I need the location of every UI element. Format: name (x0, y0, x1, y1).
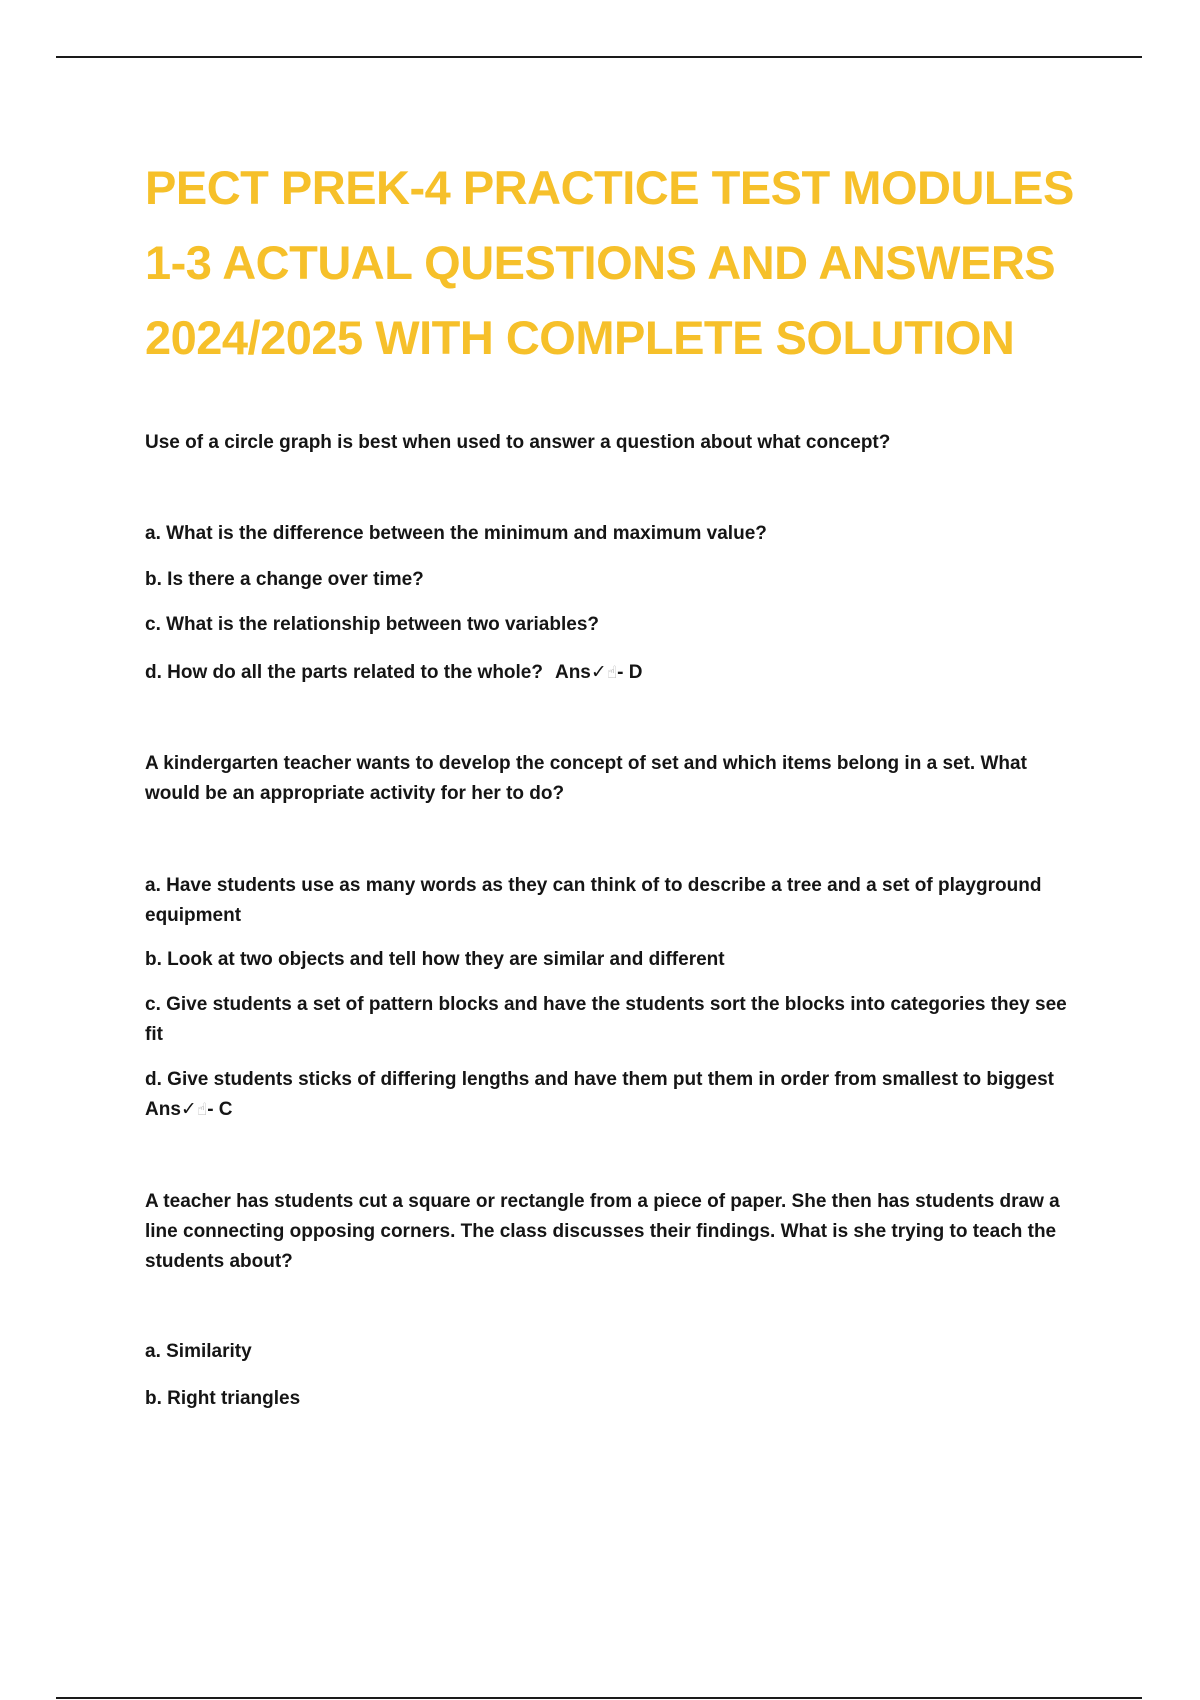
question-1-option-d-row (145, 658, 1080, 688)
pointing-hand-icon: ☝ (196, 1100, 208, 1119)
question-2-option-d-row (145, 1065, 1080, 1125)
question-3-option-a: a. Similarity (145, 1341, 252, 1362)
question-2-option-b: b. Look at two objects and tell how they are similar and different (145, 949, 725, 970)
answer-value: - C (207, 1099, 233, 1120)
title-line: 1-3 ACTUAL QUESTIONS AND ANSWERS (145, 236, 1056, 289)
answer-value: - D (617, 662, 643, 683)
footer-rule (56, 1697, 1142, 1699)
question-1-option-b: b. Is there a change over time? (145, 569, 424, 590)
question-3-text: A teacher has students cut a square or rectangle from a piece of paper. She then has students draw a line connecting opposing corners. The class discusses their findings. What is she trying to teach the students about? (145, 1191, 1060, 1272)
question-2-option-c: c. Give students a set of pattern blocks and have the students sort the blocks into categories they see fit (145, 994, 1067, 1045)
question-1-option-c: c. What is the relationship between two variables? (145, 614, 599, 635)
question-3-option-b: b. Right triangles (145, 1388, 301, 1409)
question-2-answer (145, 1099, 233, 1120)
answer-prefix: Ans✓ (145, 1099, 197, 1120)
question-1-option-d: d. How do all the parts related to the whole? (145, 662, 543, 683)
question-1-option-a: a. What is the difference between the minimum and maximum value? (145, 523, 767, 544)
title-line: 2024/2025 WITH COMPLETE SOLUTION (145, 311, 1015, 364)
header-rule (56, 56, 1142, 58)
question-1-answer (543, 662, 643, 683)
document-title (145, 150, 1105, 375)
question-2-option-d: d. Give students sticks of differing lengths and have them put them in order from smallest to biggest (145, 1069, 1054, 1090)
question-2-text: A kindergarten teacher wants to develop the concept of set and which items belong in a set. What would be an appropriate activity for her to do? (145, 753, 1027, 804)
question-1-text: Use of a circle graph is best when used to answer a question about what concept? (145, 432, 891, 453)
title-line: PECT PREK-4 PRACTICE TEST MODULES (145, 161, 1074, 214)
answer-prefix: Ans✓ (554, 662, 607, 683)
question-2-option-a: a. Have students use as many words as they can think of to describe a tree and a set of playground equipment (145, 875, 1042, 926)
pointing-hand-icon: ☝ (606, 663, 618, 682)
